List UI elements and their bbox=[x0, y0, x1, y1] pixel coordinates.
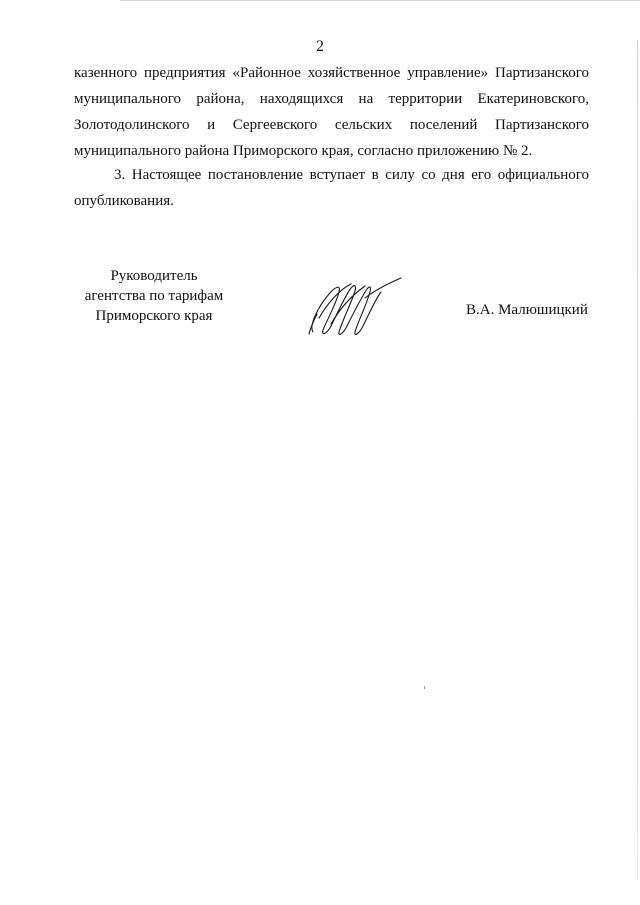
handwritten-signature bbox=[305, 274, 405, 340]
scan-speck bbox=[424, 686, 425, 689]
signer-title-line: Приморского края bbox=[95, 308, 213, 324]
signer-title-line: Руководитель bbox=[110, 268, 198, 284]
paragraph-continuation bbox=[74, 60, 589, 164]
paragraph-line: муниципального района, находящихся на территории Екатериновского, bbox=[74, 91, 589, 107]
scan-edge-right bbox=[637, 40, 638, 880]
paragraph-line: опубликования. bbox=[74, 193, 174, 209]
scan-edge-top bbox=[120, 0, 640, 1]
paragraph-item-3 bbox=[74, 162, 589, 214]
signer-name: В.А. Малюшицкий bbox=[466, 302, 588, 318]
page-number: 2 bbox=[316, 38, 324, 55]
paragraph-line: казенного предприятия «Районное хозяйственное управление» Партизанского bbox=[74, 65, 589, 81]
signer-title bbox=[74, 266, 234, 326]
signer-title-line: агентства по тарифам bbox=[84, 288, 224, 304]
paragraph-line: муниципального района Приморского края, согласно приложению № 2. bbox=[74, 143, 533, 159]
paragraph-line: 3. Настоящее постановление вступает в силу со дня его официального bbox=[114, 167, 589, 183]
paragraph-line: Золотодолинского и Сергеевского сельских поселений Партизанского bbox=[74, 117, 589, 133]
